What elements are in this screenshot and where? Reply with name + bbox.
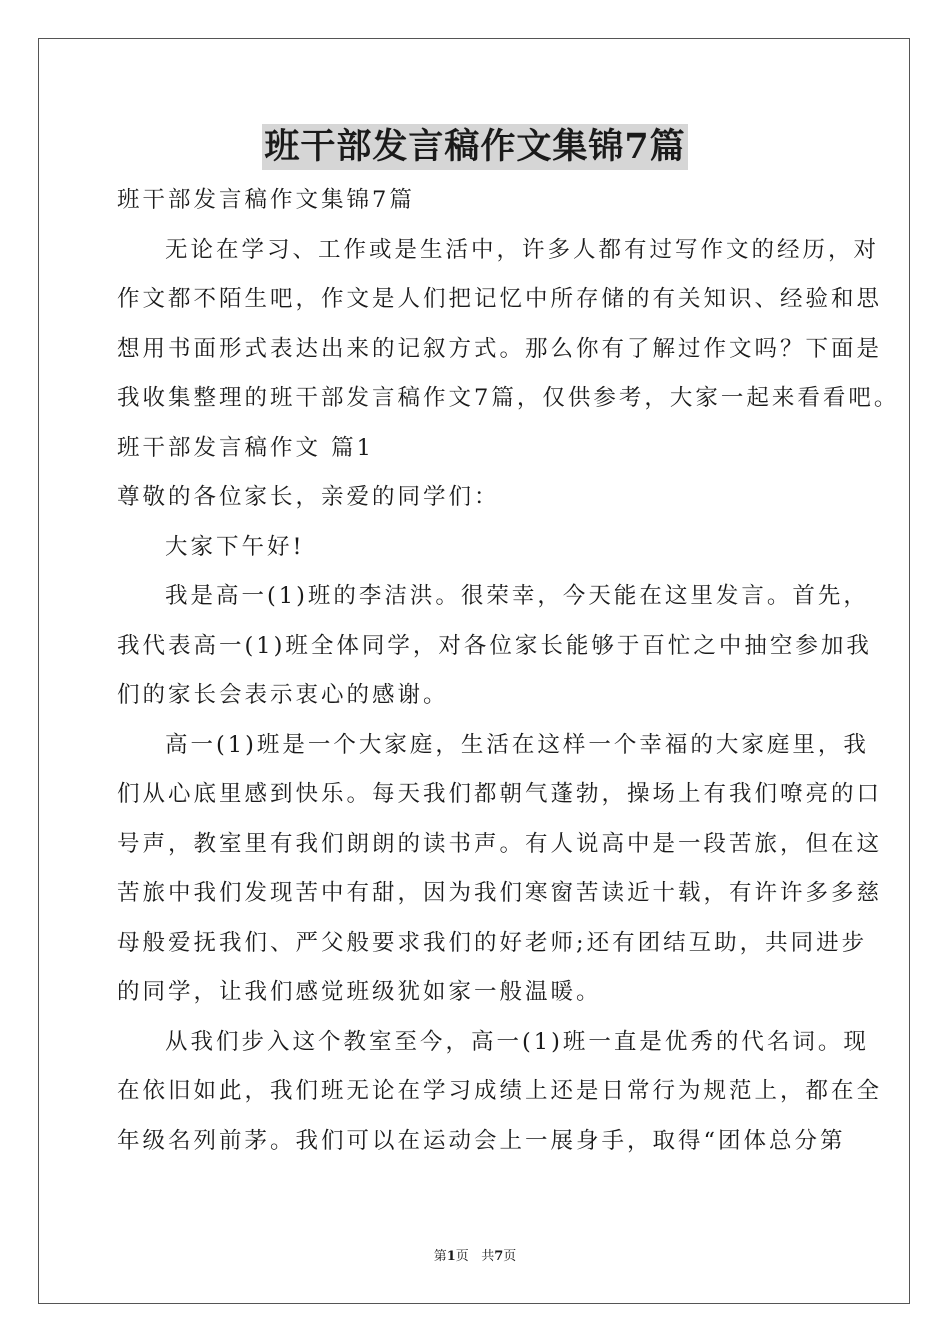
text-line: 的同学，让我们感觉班级犹如家一般温暖。 bbox=[117, 979, 602, 1005]
text-line: 高一(1)班是一个大家庭，生活在这样一个幸福的大家庭里，我 bbox=[165, 731, 869, 758]
text-line: 想用书面形式表达出来的记叙方式。那么你有了解过作文吗？下面是 bbox=[117, 335, 883, 362]
text-line: 作文都不陌生吧，作文是人们把记忆中所存储的有关知识、经验和思 bbox=[117, 286, 883, 312]
footer-total-prefix: 共 bbox=[481, 1249, 495, 1264]
footer-page-prefix: 第 bbox=[433, 1249, 447, 1264]
text-line: 我代表高一(1)班全体同学，对各位家长能够于百忙之中抽空参加我 bbox=[117, 632, 872, 659]
text-line: 从我们步入这个教室至今，高一(1)班一直是优秀的代名词。现 bbox=[165, 1028, 869, 1055]
footer-total-pages: 7 bbox=[494, 1249, 504, 1264]
text-line: 年级名列前茅。我们可以在运动会上一展身手，取得“团体总分第 bbox=[117, 1127, 846, 1154]
text-line: 在依旧如此，我们班无论在学习成绩上还是日常行为规范上，都在全 bbox=[117, 1078, 883, 1104]
document-body bbox=[117, 176, 900, 1166]
text-line: 班干部发言稿作文集锦7篇 bbox=[117, 187, 415, 213]
text-line: 号声，教室里有我们朗朗的读书声。有人说高中是一段苦旅，但在这 bbox=[117, 830, 883, 857]
text-line: 尊敬的各位家长，亲爱的同学们： bbox=[117, 484, 500, 510]
text-line: 我收集整理的班干部发言稿作文7篇，仅供参考，大家一起来看看吧。 bbox=[117, 385, 900, 411]
text-line: 母般爱抚我们、严父般要求我们的好老师;还有团结互助，共同进步 bbox=[117, 929, 868, 956]
text-line: 们的家长会表示衷心的感谢。 bbox=[117, 682, 449, 708]
text-line: 苦旅中我们发现苦中有甜，因为我们寒窗苦读近十载，有许许多多慈 bbox=[117, 880, 883, 906]
text-line: 们从心底里感到快乐。每天我们都朝气蓬勃，操场上有我们嘹亮的口 bbox=[117, 781, 883, 807]
footer-total-suffix: 页 bbox=[503, 1249, 517, 1264]
title-container bbox=[0, 124, 950, 170]
footer-page-number: 1 bbox=[446, 1249, 456, 1264]
footer-page-suffix: 页 bbox=[455, 1249, 469, 1264]
text-line: 无论在学习、工作或是生活中，许多人都有过写作文的经历，对 bbox=[165, 236, 880, 263]
text-line: 班干部发言稿作文 篇1 bbox=[117, 434, 374, 461]
document-title: 班干部发言稿作文集锦7篇 bbox=[262, 124, 687, 170]
text-line: 大家下午好! bbox=[165, 533, 305, 560]
page-footer bbox=[0, 1248, 950, 1266]
text-line: 我是高一(1)班的李洁洪。很荣幸，今天能在这里发言。首先， bbox=[165, 583, 869, 609]
